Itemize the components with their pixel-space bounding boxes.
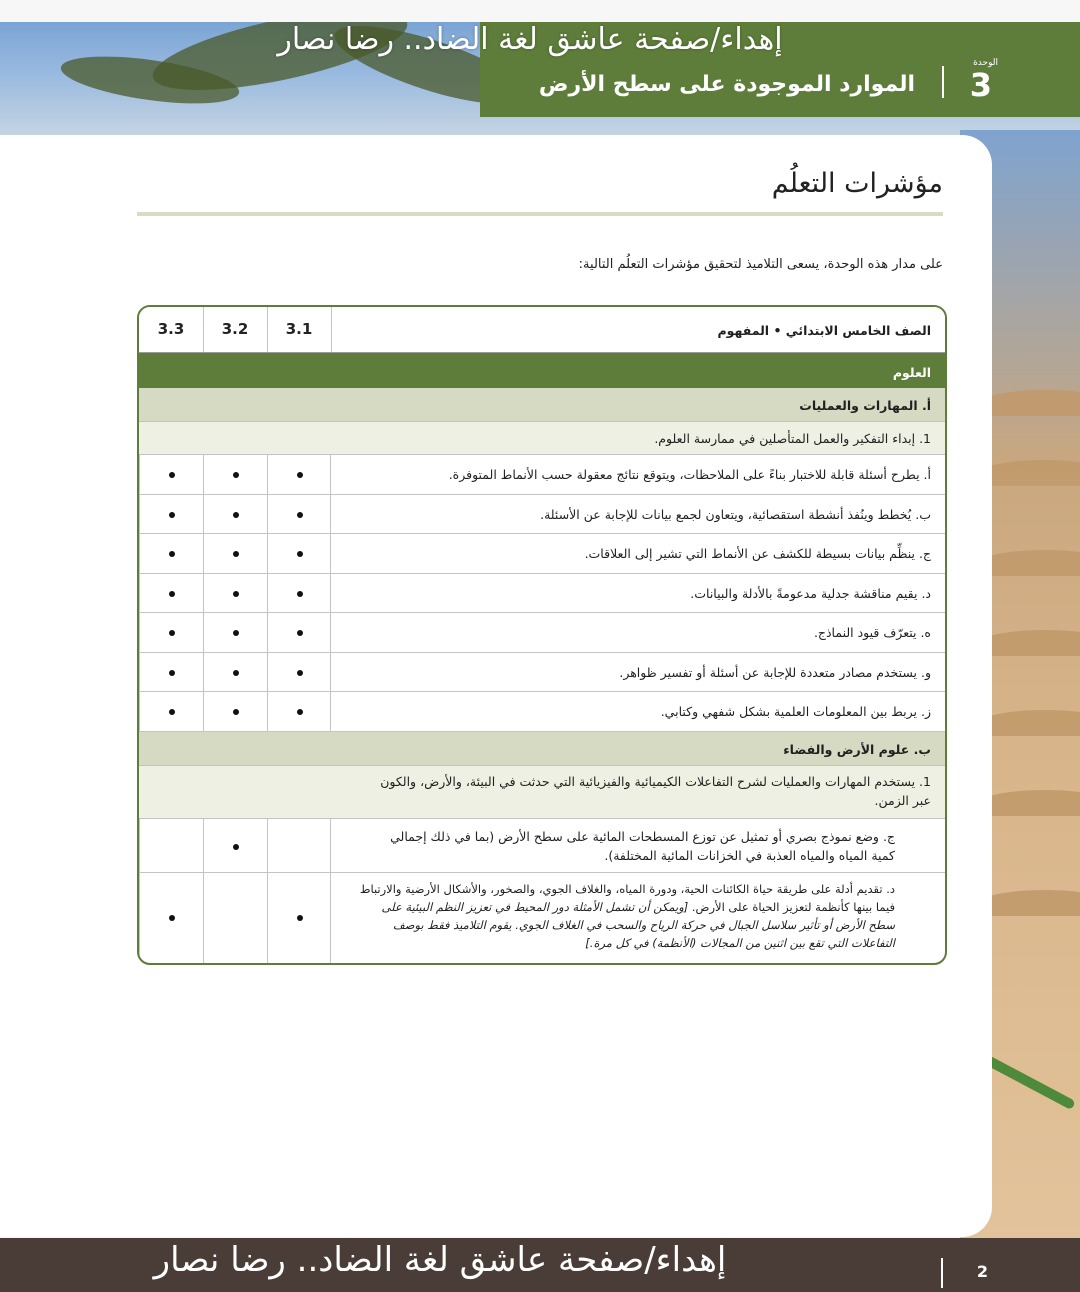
mark-dot [233, 512, 239, 518]
table-row [139, 613, 945, 653]
mark-dot [297, 591, 303, 597]
mark-dot [169, 709, 175, 715]
table-row [139, 495, 945, 535]
row-b-d-note: [ويمكن أن تشمل الأمثلة دور المحيط في تعزيز النظم البيئية على سطح الأرض أو تأثير سلاسل الجبال في حركة الرياح والسحب في الغلاف الجوي. يقوم التلاميذ فقط بوصف التفاعلات التي تقع بين اثنين من المجالات (الأنظمة) في كل مرة.] [381, 900, 895, 950]
mark-dot [169, 512, 175, 518]
standard-a1-row [139, 422, 945, 455]
mark-dot [169, 630, 175, 636]
mark-dot [297, 630, 303, 636]
header-label: الصف الخامس الابتدائي • المفهوم [717, 323, 931, 338]
mark-dot [233, 709, 239, 715]
table-row [139, 574, 945, 614]
mark-dot [169, 591, 175, 597]
mark-dot [297, 472, 303, 478]
mark-dot [297, 551, 303, 557]
section-a-label: أ. المهارات والعمليات [799, 398, 931, 413]
table-row [139, 455, 945, 495]
section-a-row [139, 388, 945, 422]
mark-dot [169, 551, 175, 557]
intro-text: على مدار هذه الوحدة، يسعى التلاميذ لتحقيق مؤشرات التعلُم التالية: [578, 257, 943, 272]
table-row [139, 692, 945, 732]
row-b-d-text: د. تقديم أدلة على طريقة حياة الكائنات الحية، ودورة المياه، والغلاف الجوي، والصخور، والأشكال الأرضية والارتباط فيما بينها كأنظمة لتعزيز الحياة على الأرض. [ويمكن أن تشمل الأمثلة دور المحيط في تعزيز النظم البيئية على سطح الأرض أو تأثير سلاسل الجبال في حركة الرياح والسحب في الغلاف الجوي. يقوم التلاميذ فقط بوصف التفاعلات التي تقع بين اثنين من المجالات (الأنظمة) في كل مرة.] [359, 882, 895, 950]
unit-title: الموارد الموجودة على سطح الأرض [538, 72, 915, 97]
mark-dot [169, 915, 175, 921]
page-title: مؤشرات التعلُم [771, 168, 943, 199]
table-header-row [139, 307, 945, 353]
unit-separator [942, 66, 944, 98]
subject-row [139, 353, 945, 388]
row-text: ب. يُخطط وينُفذ أنشطة استقصائية، ويتعاون لجمع بيانات للإجابة عن الأسئلة. [540, 506, 931, 522]
top-strip [0, 0, 1080, 22]
standard-a1-label: 1. إبداء التفكير والعمل المتأصلين في ممارسة العلوم. [654, 431, 931, 446]
unit-label: الوحدة [973, 58, 998, 68]
section-b-row [139, 732, 945, 766]
mark-dot [297, 670, 303, 676]
row-text: ه. يتعرّف قيود النماذج. [813, 625, 931, 640]
mark-dot [233, 670, 239, 676]
mark-dot [233, 591, 239, 597]
row-text: ج. ينظِّم بيانات بسيطة للكشف عن الأنماط التي تشير إلى العلاقات. [584, 546, 931, 561]
unit-number: 3 [969, 66, 992, 104]
column-3-3: 3.3 [157, 320, 185, 338]
table-row [139, 873, 945, 963]
row-text: أ. يطرح أسئلة قابلة للاختبار بناءً على الملاحظات، ويتوقع نتائج معقولة حسب الأنماط المتوفرة. [448, 467, 931, 482]
row-b-c-text: ج. وضع نموذج بصري أو تمثيل عن توزع المسطحات المائية على سطح الأرض (بما في ذلك إجمالي كمية المياه والمياه العذبة في الخزانات المائية المختلفة). [390, 829, 895, 863]
mark-dot [233, 844, 239, 850]
title-rule [137, 212, 943, 216]
row-text: د. يقيم مناقشة جدلية مدعومةً بالأدلة والبيانات. [690, 585, 931, 601]
footer-separator [941, 1258, 943, 1288]
section-b-label: ب. علوم الأرض والفضاء [783, 742, 931, 757]
mark-dot [297, 915, 303, 921]
mark-dot [233, 472, 239, 478]
column-3-2: 3.2 [221, 320, 249, 338]
mark-dot [233, 551, 239, 557]
column-3-1: 3.1 [285, 320, 313, 338]
row-text: و. يستخدم مصادر متعددة للإجابة عن أسئلة أو تفسير ظواهر. [619, 664, 931, 680]
mark-dot [169, 670, 175, 676]
mark-dot [169, 472, 175, 478]
watermark-top: إهداء/صفحة عاشق لغة الضاد.. رضا نصار [277, 22, 783, 57]
table-row [139, 653, 945, 693]
indicators-table [137, 305, 947, 965]
watermark-bottom: إهداء/صفحة عاشق لغة الضاد.. رضا نصار [153, 1240, 727, 1280]
mark-dot [297, 512, 303, 518]
subject-label: العلوم [892, 365, 931, 380]
page-number: 2 [976, 1262, 988, 1281]
standard-b1-label: 1. يستخدم المهارات والعمليات لشرح التفاعلات الكيميائية والفيزيائية التي حدثت في البيئة، والأرض، والكون عبر الزمن. [380, 774, 931, 808]
row-text: ز. يربط بين المعلومات العلمية بشكل شفهي وكتابي. [660, 704, 931, 719]
table-row [139, 534, 945, 574]
table-row [139, 819, 945, 873]
mark-dot [233, 630, 239, 636]
mark-dot [297, 709, 303, 715]
standard-b1-row [139, 766, 945, 819]
